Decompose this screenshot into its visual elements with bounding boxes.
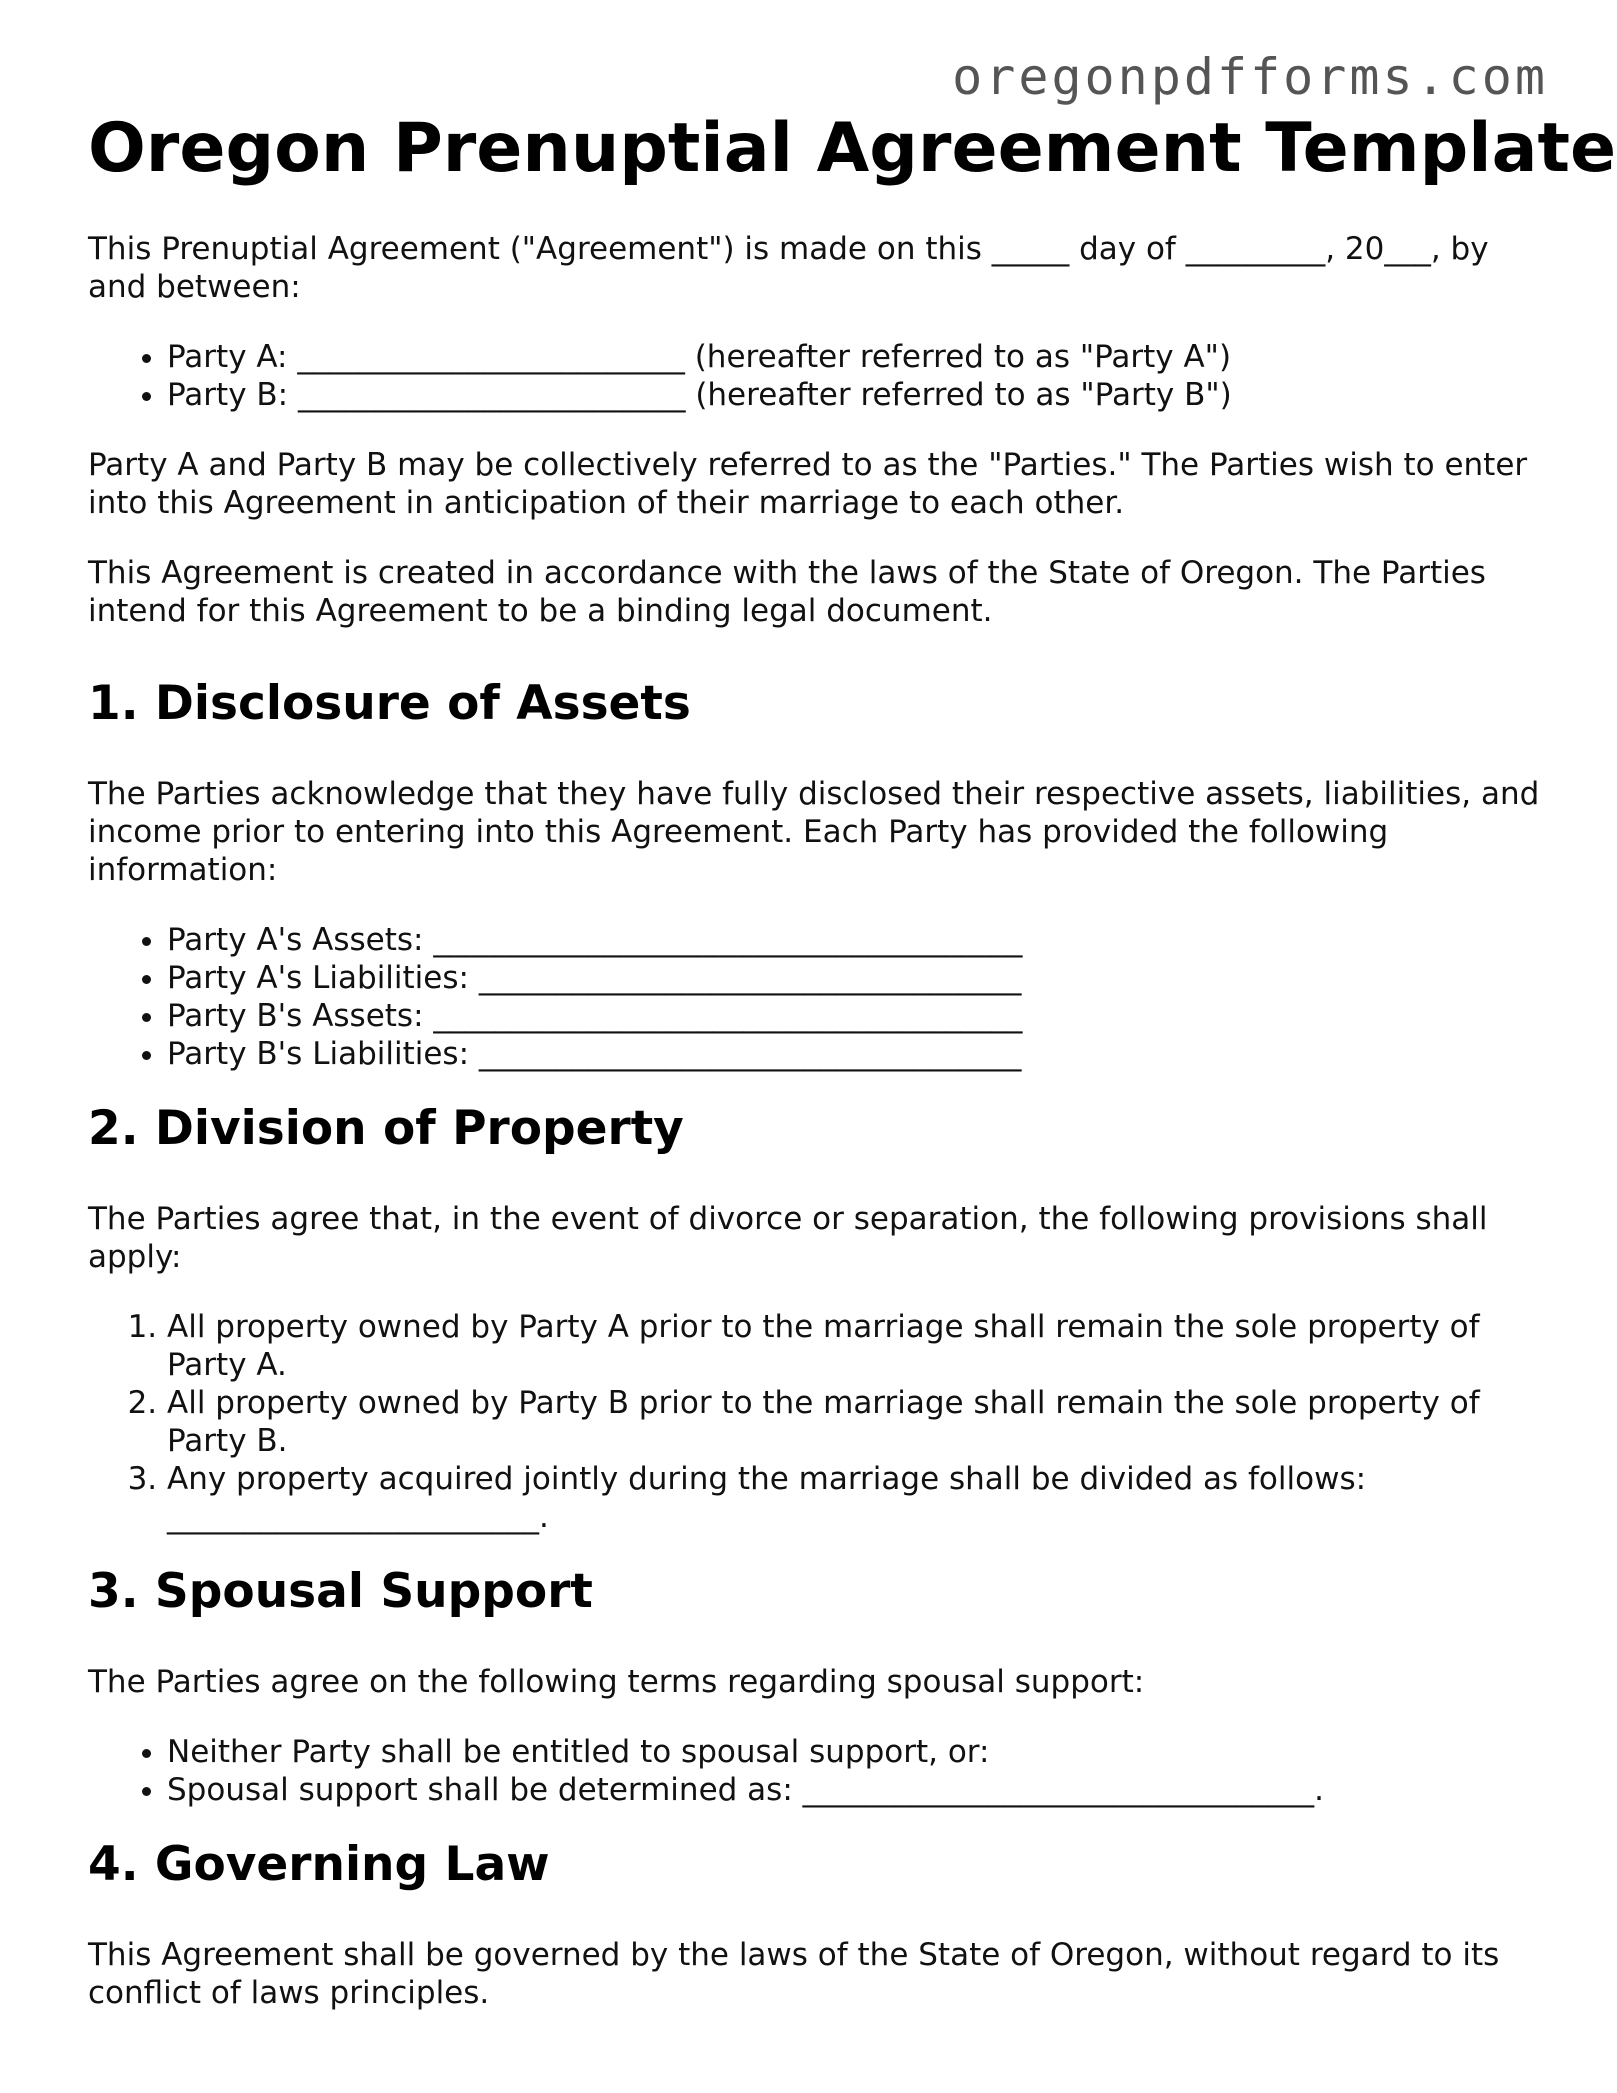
list-item: • Party A's Liabilities: ___________________________________	[167, 959, 1548, 997]
list-item: 2. All property owned by Party B prior to the marriage shall remain the sole property of Party B.	[167, 1384, 1548, 1460]
document-body	[88, 230, 1548, 2044]
site-watermark: oregonpdfforms.com	[952, 48, 1548, 106]
section-support-heading: 3. Spousal Support	[88, 1564, 593, 1619]
list-item: • Neither Party shall be entitled to spousal support, or:	[167, 1733, 1548, 1771]
section-law-text: This Agreement shall be governed by the laws of the State of Oregon, without regard to its conflict of laws principles.	[88, 1937, 1500, 2011]
section-division-text: The Parties agree that, in the event of divorce or separation, the following provisions shall apply:	[88, 1201, 1488, 1275]
intro-opening: This Prenuptial Agreement ("Agreement") is made on this _____ day of _________, 20___, by and between:	[88, 231, 1489, 305]
division-list	[88, 1308, 1548, 1536]
document-title: Oregon Prenuptial Agreement Template	[88, 109, 1617, 188]
section-disclosure-text: The Parties acknowledge that they have fully disclosed their respective assets, liabilities, and income prior to entering into this Agreement. Each Party has provided the following information:	[88, 776, 1540, 888]
party-a-line: • Party A: _________________________ (hereafter referred to as "Party A")	[167, 338, 1548, 376]
list-item: • Party B's Assets: ______________________________________	[167, 997, 1548, 1035]
section-division-heading: 2. Division of Property	[88, 1101, 684, 1156]
list-item: • Party B's Liabilities: ___________________________________	[167, 1035, 1548, 1073]
support-list	[88, 1733, 1548, 1809]
list-item: 3. Any property acquired jointly during the marriage shall be divided as follows: ________________________.	[167, 1460, 1548, 1536]
intro-collective: Party A and Party B may be collectively referred to as the "Parties." The Parties wish to enter into this Agreement in anticipation of their marriage to each other.	[88, 447, 1528, 521]
list-item: • Party A's Assets: ______________________________________	[167, 921, 1548, 959]
list-item: • Spousal support shall be determined as: _________________________________.	[167, 1771, 1548, 1809]
parties-list	[88, 338, 1548, 414]
section-support-text: The Parties agree on the following terms regarding spousal support:	[88, 1664, 1145, 1700]
disclosure-list	[88, 921, 1548, 1073]
intro-law: This Agreement is created in accordance with the laws of the State of Oregon. The Parties intend for this Agreement to be a binding legal document.	[88, 555, 1486, 629]
section-disclosure-heading: 1. Disclosure of Assets	[88, 676, 691, 731]
party-b-line: • Party B: _________________________ (hereafter referred to as "Party B")	[167, 376, 1548, 414]
section-law-heading: 4. Governing Law	[88, 1837, 550, 1892]
list-item: 1. All property owned by Party A prior to the marriage shall remain the sole property of Party A.	[167, 1308, 1548, 1384]
